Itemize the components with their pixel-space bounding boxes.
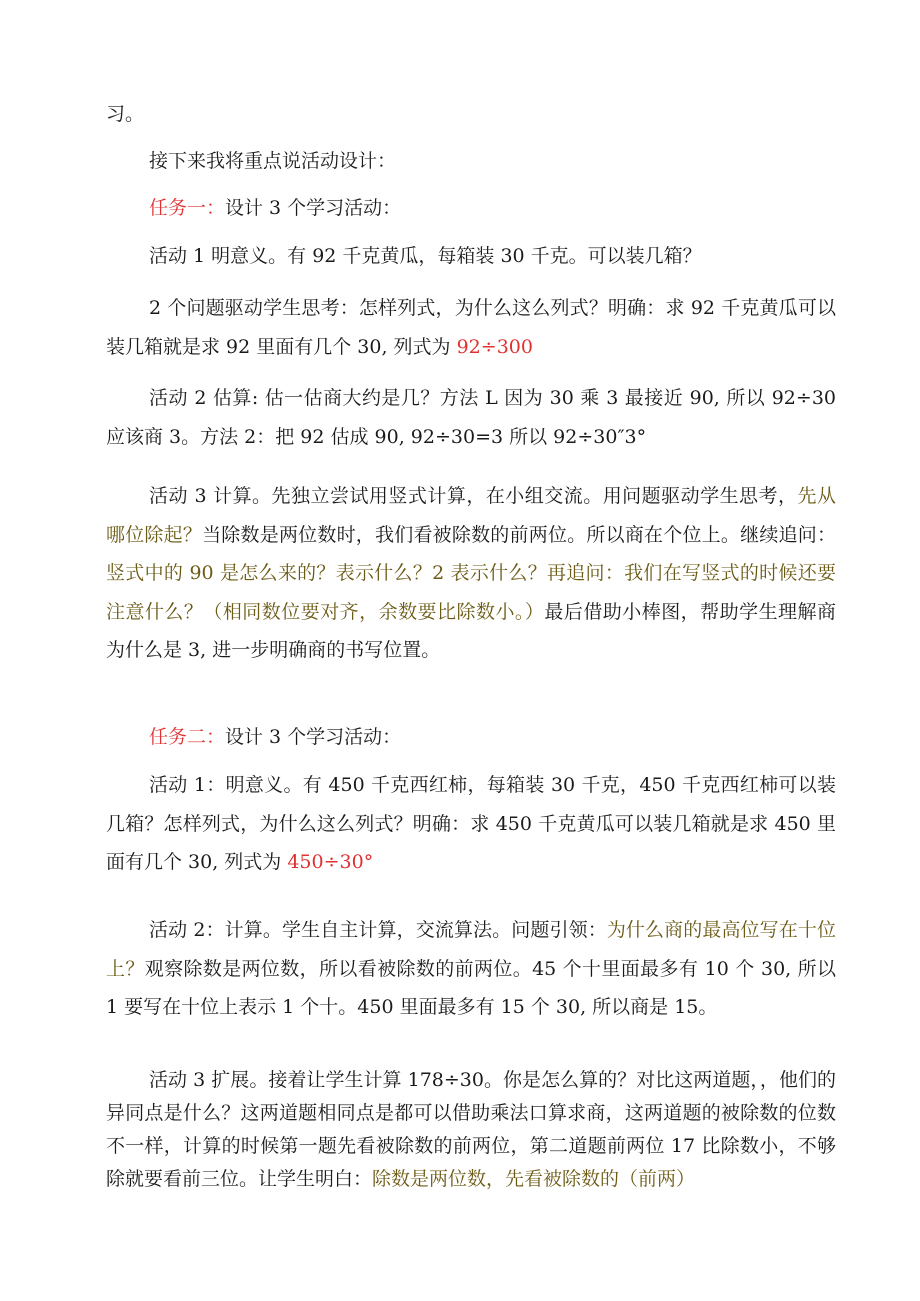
text: 设计 3 个学习活动： (225, 726, 402, 748)
highlighted-question: 先从哪位除起？ (106, 485, 836, 546)
highlighted-text: 除数是两位数，先看被除数的（前两） (372, 1168, 696, 1190)
paragraph-1 (106, 142, 836, 181)
task-label: 任务一： (149, 197, 226, 219)
text: 活动 1：明意义。有 450 千克西红柿，每箱装 30 千克，450 千克西红柿可以装几箱？怎样列式，为什么这么列式？明确：求 450 千克黄瓜可以装几箱就是求 450 里面有几个 30, 列式为 (106, 774, 836, 873)
task2-activity-3-paragraph (106, 1064, 836, 1196)
activity-3-paragraph (106, 477, 836, 670)
text: 最后借助小棒图，帮助学生理解商为什么是 3, 进一步明确商的书写位置。 (106, 600, 836, 661)
text: 2 个问题驱动学生思考：怎样列式，为什么这么列式？明确：求 92 千克黄瓜可以装几箱就是求 92 里面有几个 30, 列式为 (106, 297, 836, 358)
task-label: 任务二： (149, 726, 226, 748)
task2-activity-2-paragraph (106, 911, 836, 1027)
text: 观察除数是两位数，所以看被除数的前两位。45 个十里面最多有 10 个 30, 所以 1 要写在十位上表示 1 个十。450 里面最多有 15 个 30, 所以商是 15。 (106, 957, 836, 1018)
text: 习。 (106, 103, 145, 125)
task-two-heading (106, 718, 836, 757)
text: 活动 3 扩展。接着让学生计算 178÷30。你是怎么算的？对比这两道题，，他们的异同点是什么？这两道题相同点是都可以借助乘法口算求商，这两道题的被除数的位数不一样，计算的时候第一题先看被除数的前两位，第二道题前两位 17 比除数小，不够除就要看前三位。让学生明白： (106, 1069, 836, 1190)
text: 接下来我将重点说活动设计： (149, 150, 397, 172)
paragraph-0 (106, 95, 836, 134)
task-one-heading (106, 189, 836, 228)
text: 设计 3 个学习活动： (225, 197, 402, 219)
highlighted-question: 竖式中的 90 是怎么来的？表示什么？2 表示什么？再追问：我们在写竖式的时候还要注意什么？（相同数位要对齐，余数要比除数小。） (106, 562, 836, 623)
text: 活动 2：计算。学生自主计算，交流算法。问题引领： (149, 919, 607, 941)
text: 当除数是两位数时，我们看被除数的前两位。所以商在个位上。继续追问： (202, 523, 836, 546)
activity-2-paragraph (106, 379, 836, 456)
formula: 92÷300 (456, 335, 533, 358)
text: 活动 3 计算。先独立尝试用竖式计算，在小组交流。用问题驱动学生思考， (149, 485, 798, 507)
activity-1-question-paragraph (106, 289, 836, 366)
activity-1-paragraph (106, 237, 836, 276)
text: 活动 1 明意义。有 92 千克黄瓜，每箱装 30 千克。可以装几箱？ (149, 245, 702, 267)
formula: 450÷30° (287, 851, 374, 873)
highlighted-question: 为什么商的最高位写在十位上？ (106, 919, 836, 980)
task2-activity-1-paragraph (106, 766, 836, 882)
text: 活动 2 估算: 估一估商大约是几？方法 L 因为 30 乘 3 最接近 90, 所以 92÷30 应该商 3。方法 2：把 92 估成 90, 92÷30=3 所以 92÷30″3° (106, 387, 836, 448)
